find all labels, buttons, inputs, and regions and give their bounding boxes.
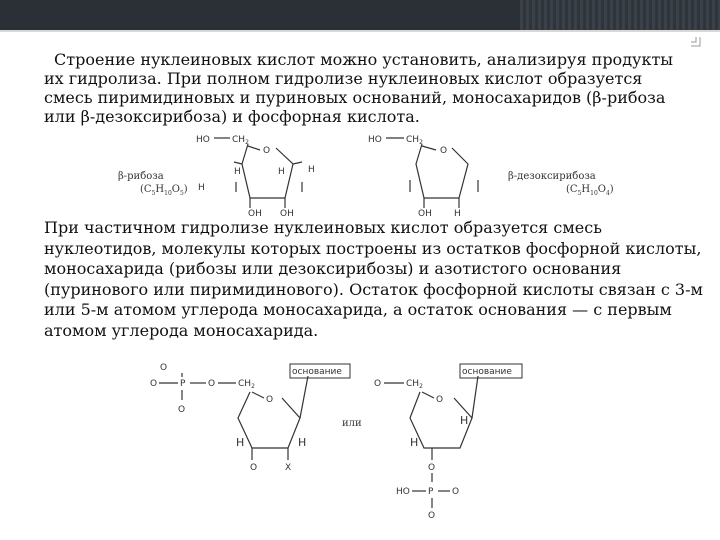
ribose-h: H — [234, 167, 241, 177]
ring-h: H — [410, 436, 419, 449]
ring-o-low: O — [428, 463, 436, 473]
deoxyribose-ch2-label: $CH_2$ — [406, 135, 423, 146]
phosphate-o: O — [178, 405, 186, 415]
phosphate-ho: HO — [396, 487, 410, 497]
deoxyribose-structure — [362, 128, 502, 220]
nucleotide-right — [372, 360, 547, 530]
ring-h: H — [298, 436, 307, 449]
ribose-name: β-рибоза — [118, 171, 164, 182]
deoxyribose-h: H — [454, 209, 461, 219]
phosphate-o: O — [160, 363, 168, 373]
ring-o: O — [266, 395, 274, 405]
ribose-ho-label: HO — [196, 135, 210, 145]
deoxyribose-name: β-дезоксирибоза — [508, 171, 596, 182]
ring-o: O — [436, 395, 444, 405]
nucleotide-left-ch2: $CH_2$ — [238, 379, 255, 390]
ester-o: O — [208, 379, 216, 389]
ribose-structure — [190, 128, 320, 220]
nucleotide-left — [140, 360, 355, 480]
deoxyribose-formula: $(C_5H_{10}O_4)$ — [566, 184, 614, 197]
ring-bond — [422, 392, 434, 398]
deoxyribose-oh: OH — [418, 209, 432, 219]
ribose-formula: $(C_5H_{10}O_5)$ — [140, 184, 188, 197]
header-divider — [0, 30, 720, 32]
ribose-ch2-label: $CH_2$ — [232, 135, 249, 146]
ribose-bond — [293, 162, 302, 164]
ester-o: O — [374, 379, 382, 389]
base-label: основание — [462, 367, 512, 377]
deoxyribose-ho-label: HO — [368, 135, 382, 145]
ribose-h: H — [278, 167, 285, 177]
ribose-h: H — [198, 183, 205, 193]
nucleotide-right-ch2: $CH_2$ — [406, 379, 423, 390]
ring-x-low: X — [285, 463, 292, 473]
deoxyribose-ring-o: O — [440, 146, 448, 156]
base-bond — [472, 376, 478, 418]
slide-corner-icon — [690, 36, 702, 48]
intro-paragraph: Строение нуклеиновых кислот можно установить, анализируя продукты их гидролиза. При полном гидролизе нуклеиновых кислот образуется смесь пиримидиновых и пуриновых оснований, моносахаридов (β-рибоза или β-дезоксирибоза) и фосфорная кислота. — [44, 50, 674, 126]
or-text: или — [342, 418, 362, 429]
ring-bond — [252, 392, 264, 398]
ring-h: H — [460, 414, 469, 427]
phosphate-p: P — [428, 487, 434, 497]
base-bond — [300, 376, 308, 418]
ribose-oh: OH — [248, 209, 262, 219]
phosphate-o: O — [428, 511, 436, 521]
ribose-h: H — [308, 165, 315, 175]
ring-h: H — [236, 436, 245, 449]
base-label: основание — [292, 367, 342, 377]
deoxyribose-bond — [422, 146, 436, 150]
phosphate-o: O — [150, 379, 158, 389]
phosphate-o: O — [452, 487, 460, 497]
ring-o-low: O — [250, 463, 258, 473]
ribose-ring-o: O — [263, 146, 271, 156]
header-accent-pattern — [520, 0, 720, 30]
ribose-bond — [248, 146, 260, 150]
ribose-bond — [234, 162, 242, 164]
phosphate-p: P — [180, 379, 186, 389]
ribose-oh: OH — [280, 209, 294, 219]
partial-hydrolysis-paragraph: При частичном гидролизе нуклеиновых кислот образуется смесь нуклеотидов, молекулы которых построены из остатков фосфорной кислоты, моносахарида (рибозы или дезоксирибозы) и азотистого основания (пуринового или пиримидинового). Остаток фосфорной кислоты связан с 3-м или 5-м атомом углерода моносахарида, а остаток основания — с первым атомом углерода моносахарида. — [44, 218, 703, 340]
slide-header-bar — [0, 0, 720, 30]
